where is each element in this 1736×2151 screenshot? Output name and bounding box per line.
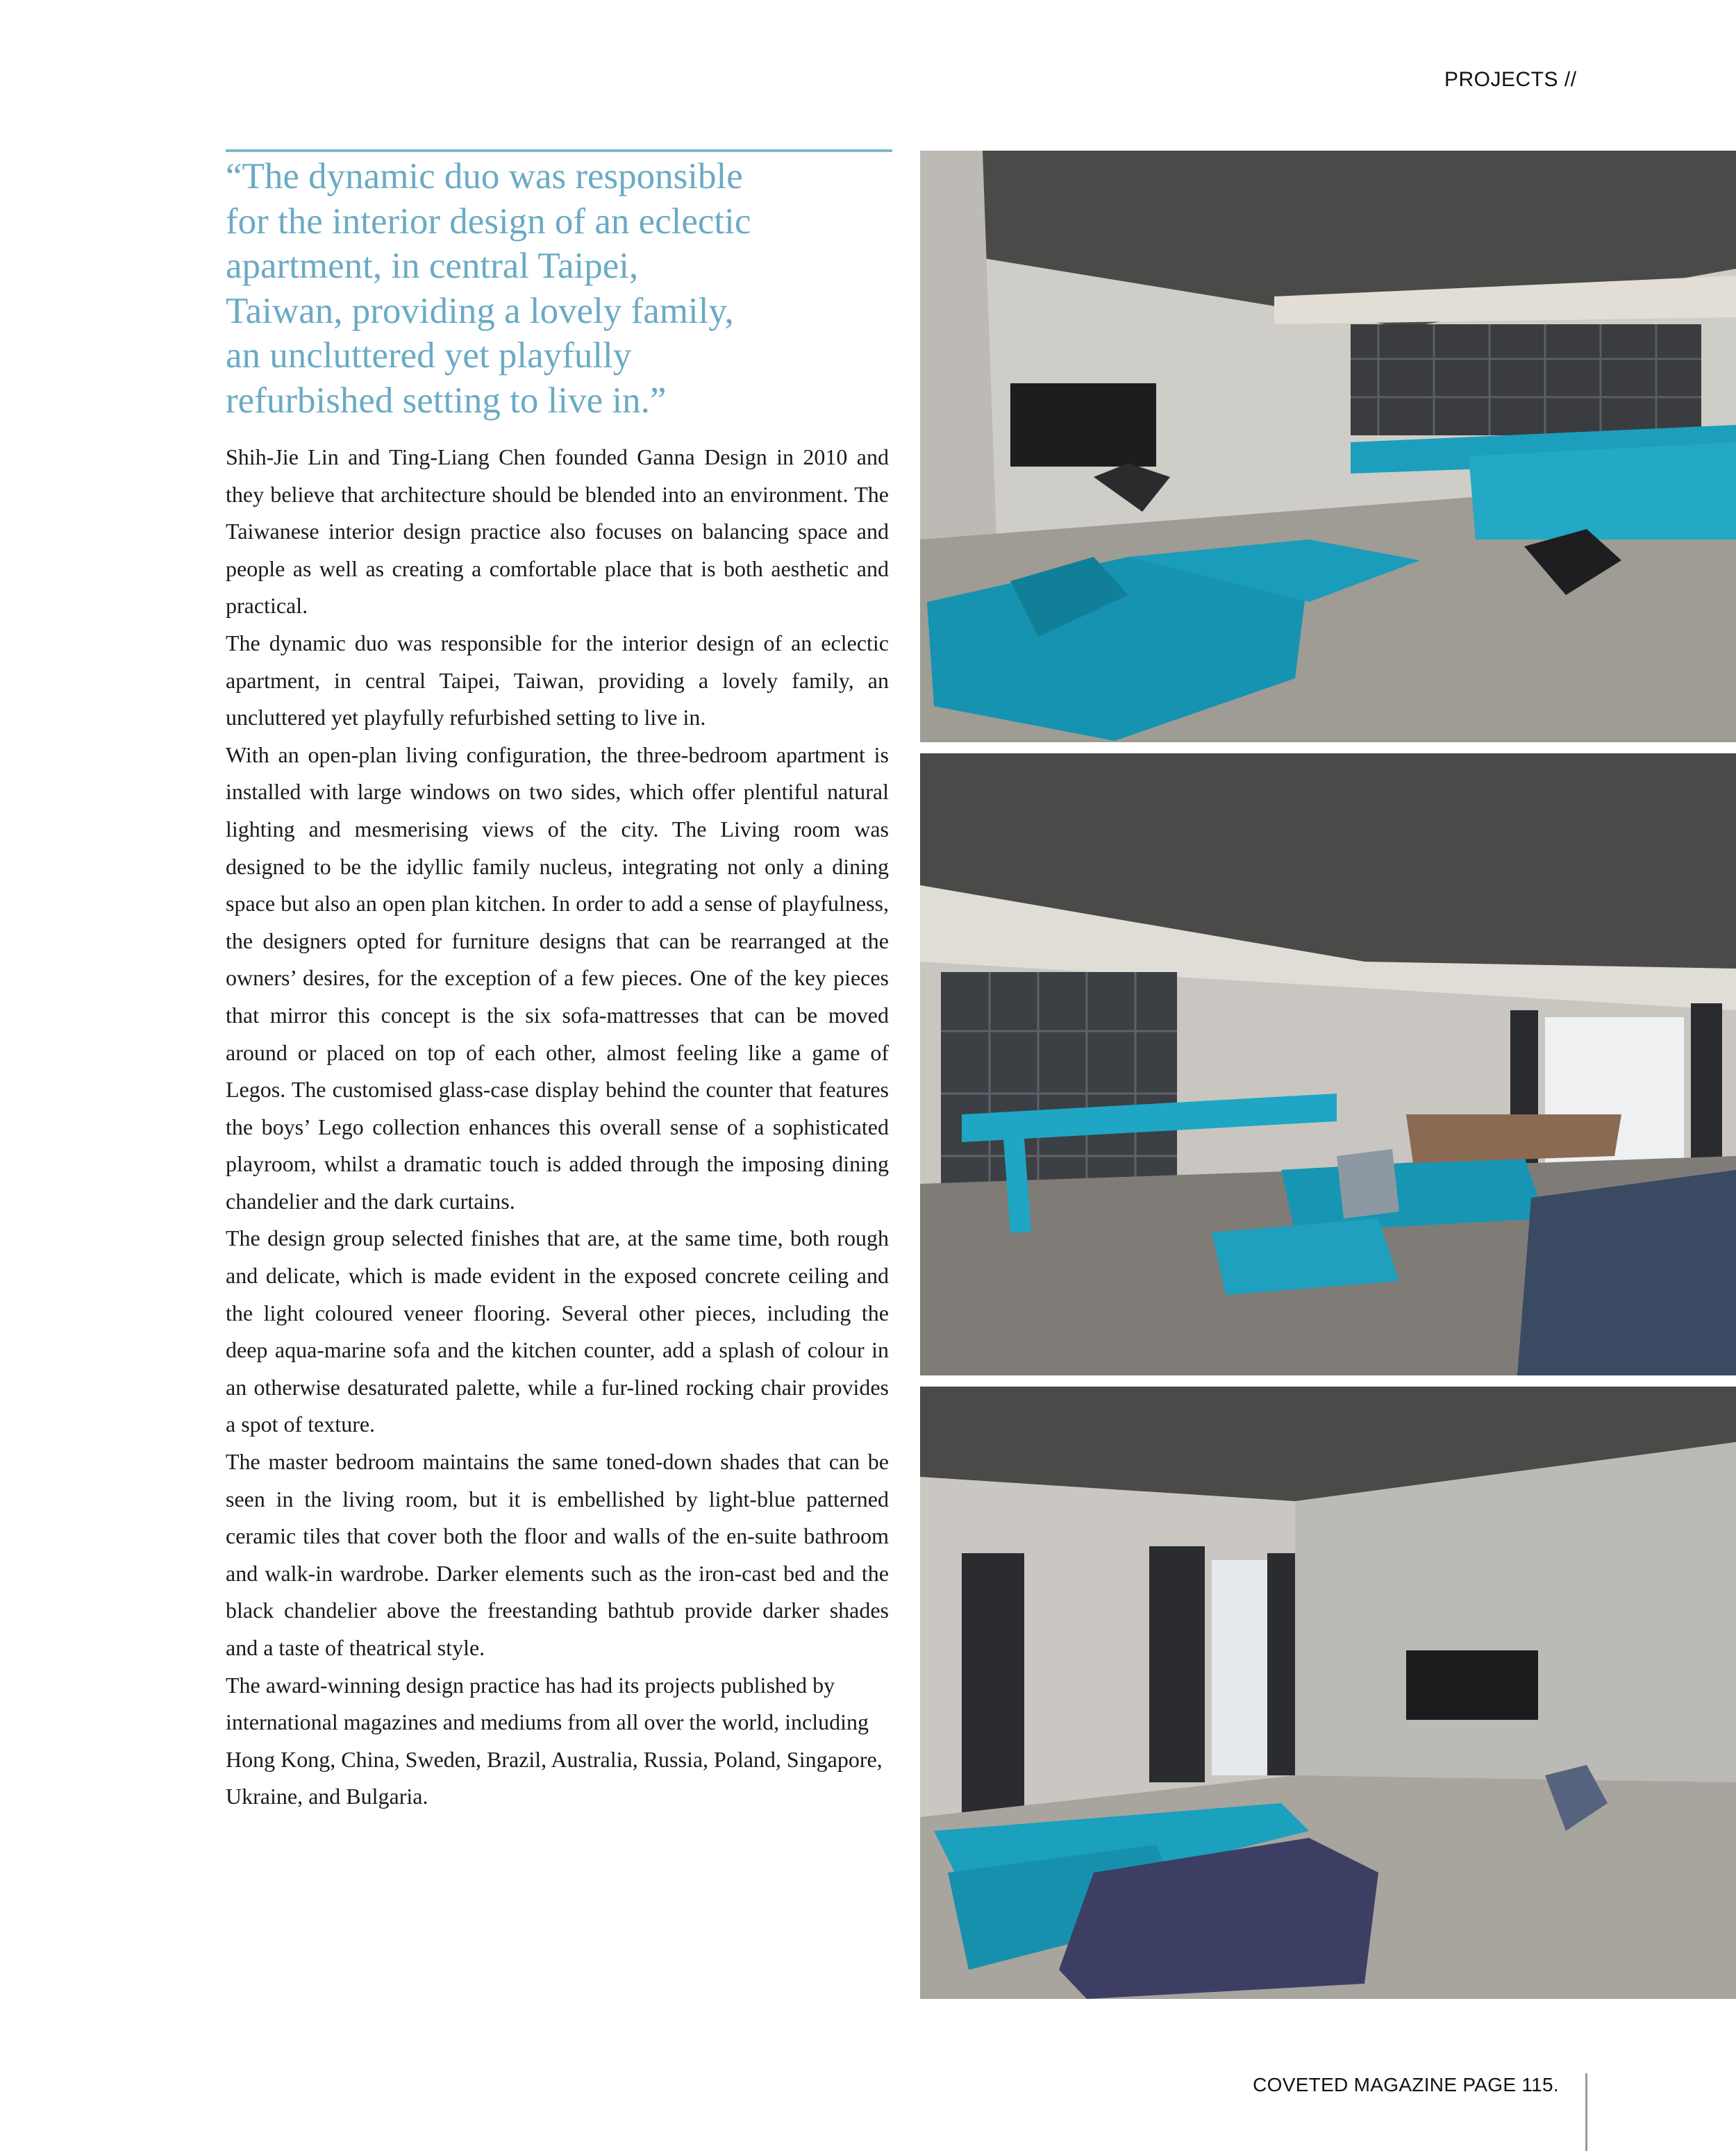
living-room-curtains-tartan-sofa-photo xyxy=(920,1387,1736,1999)
pull-quote-line: for the interior design of an eclectic xyxy=(226,201,751,242)
pull-quote-line: refurbished setting to live in.” xyxy=(226,380,667,421)
pull-quote-line: “The dynamic duo was responsible xyxy=(226,156,743,196)
page-footer: COVETED MAGAZINE PAGE 115. xyxy=(1253,2074,1559,2095)
footer-rule xyxy=(1585,2073,1587,2151)
article-paragraph: The award-winning design practice has had its projects published by international magazines and mediums from all over the world, including Hong Kong, China, Sweden, Brazil, Australia, Russia, Poland, Singapore, Ukraine, and Bulgaria. xyxy=(226,1672,883,1809)
pull-quote-line: an uncluttered yet playfully xyxy=(226,335,632,376)
article-paragraph: Shih-Jie Lin and Ting-Liang Chen founded Ganna Design in 2010 and they believe that architecture should be blended into an environment. The Taiwanese interior design practice also focuses on balancing space and people as well as creating a comfortable place that is both aesthetic and practical. xyxy=(226,444,889,619)
article-paragraph: The master bedroom maintains the same toned-down shades that can be seen in the living room, but it is embellished by light-blue patterned ceramic tiles that cover both the floor and walls of the en-suite bathroom and walk-in wardrobe. Darker elements such as the iron-cast bed and the black chandelier above the freestanding bathtub provide darker shades and a taste of theatrical style. xyxy=(226,1449,889,1660)
pull-quote xyxy=(226,154,892,423)
pull-quote-rule xyxy=(226,149,892,152)
article-paragraph: The design group selected finishes that are, at the same time, both rough and delicate, which is made evident in the exposed concrete ceiling and the light coloured veneer flooring. Several other pieces, including the deep aqua-marine sofa and the kitchen counter, add a splash of colour in an otherwise desaturated palette, while a fur-lined rocking chair provides a spot of texture. xyxy=(226,1225,889,1437)
open-plan-dining-kitchen-photo xyxy=(920,753,1736,1375)
article-paragraph: The dynamic duo was responsible for the interior design of an eclectic apartment, in central Taipei, Taiwan, providing a lovely family, an uncluttered yet playfully refurbished setting to live in. xyxy=(226,630,889,730)
pull-quote-line: Taiwan, providing a lovely family, xyxy=(226,290,734,331)
article-paragraph: With an open-plan living configuration, the three-bedroom apartment is installed with large windows on two sides, which offer plentiful natural lighting and mesmerising views of the city. The Living room was designed to be the idyllic family nucleus, integrating not only a dining space but also an open plan kitchen. In order to add a sense of playfulness, the designers opted for furniture designs that can be rearranged at the owners’ desires, for the exception of a few pieces. One of the key pieces that mirror this concept is the six sofa-mattresses that can be moved around or placed on top of each other, almost feeling like a game of Legos. The customised glass-case display behind the counter that features the boys’ Lego collection enhances this overall sense of a sophisticated playroom, whilst a dramatic touch is added through the imposing dining chandelier and the dark curtains. xyxy=(226,742,889,1214)
pull-quote-line: apartment, in central Taipei, xyxy=(226,246,639,286)
section-label: PROJECTS // xyxy=(1444,68,1577,91)
living-room-teal-sofa-photo xyxy=(920,151,1736,742)
article-body xyxy=(226,439,889,1816)
